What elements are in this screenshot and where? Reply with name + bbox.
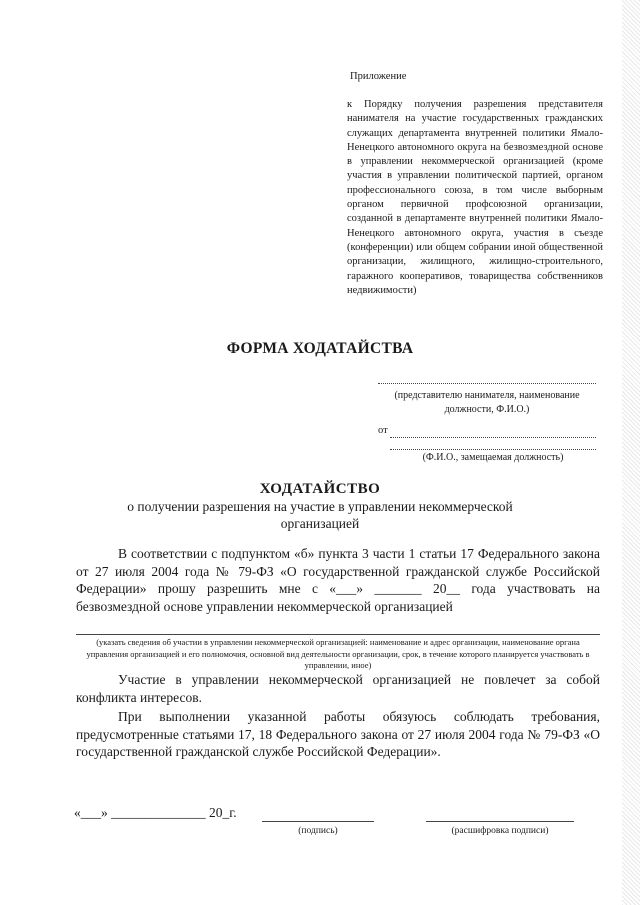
employer-line — [378, 383, 596, 384]
form-title: ФОРМА ХОДАТАЙСТВА — [226, 340, 414, 357]
applicant-caption: (Ф.И.О., замещаемая должность) — [422, 452, 564, 463]
applicant-line-2 — [390, 449, 596, 450]
signature-line — [262, 821, 374, 822]
from-label: от — [378, 425, 388, 436]
petition-title: ХОДАТАЙСТВО — [259, 481, 381, 497]
appendix-text: к Порядку получения разрешения представителя нанимателя на участие государственных гражданских служащих департамента внутренней политики Ямало-Ненецкого автономного округа на безвозмездной основе в управлении некоммерческой организацией (кроме участия в управлении политической партией, органом профессионального союза, в том числе выборным органом первичной профсоюзной организации, созданной в департаменте внутренней политики Ямало-Ненецкого автономного округа, участия в съезде (конференции) или общем собрании иной общественной организации, жилищного, жилищно-строительного, гаражного кооперативов, товарищества собственников недвижимости) — [347, 99, 603, 296]
employer-caption: (представителю нанимателя, наименование должности, Ф.И.О.) — [394, 390, 580, 415]
appendix-title: Приложение — [350, 71, 407, 82]
organization-info-note: (указать сведения об участии в управлении некоммерческой организацией: наименование и адрес организации, наименование органа управления организацией и его полномочия, основной вид деятельности организации, срок, в течение которого планируется участвовать в управлении, иное) — [86, 637, 590, 670]
petition-paragraph-1: В соответствии с подпунктом «б» пункта 3 части 1 статьи 17 Федерального закона от 27 июля 2004 года № 79-ФЗ «О государственной гражданской службе Российской Федерации» прошу разрешить мне с «___» _______ 20__ года участвовать на безвозмездной основе управлении некоммерческой организацией — [76, 546, 600, 614]
organization-info-line — [76, 634, 600, 635]
petition-paragraph-2: Участие в управлении некоммерческой организацией не повлечет за собой конфликта интересов. — [76, 672, 600, 705]
petition-paragraph-3: При выполнении указанной работы обязуюсь соблюдать требования, предусмотренные статьями 17, 18 Федерального закона от 27 июля 2004 года № 79-ФЗ «О государственной гражданской службе Российской Федерации». — [76, 709, 600, 759]
signature-date: «___» ______________ 20_г. — [74, 805, 237, 820]
signature-decoding-line — [426, 821, 574, 822]
applicant-line-1 — [390, 437, 596, 438]
scan-edge — [622, 0, 640, 905]
signature-caption: (подпись) — [298, 826, 338, 836]
petition-subtitle: о получении разрешения на участие в управлении некоммерческой организацией — [127, 499, 513, 531]
signature-decoding-caption: (расшифровка подписи) — [451, 826, 549, 836]
